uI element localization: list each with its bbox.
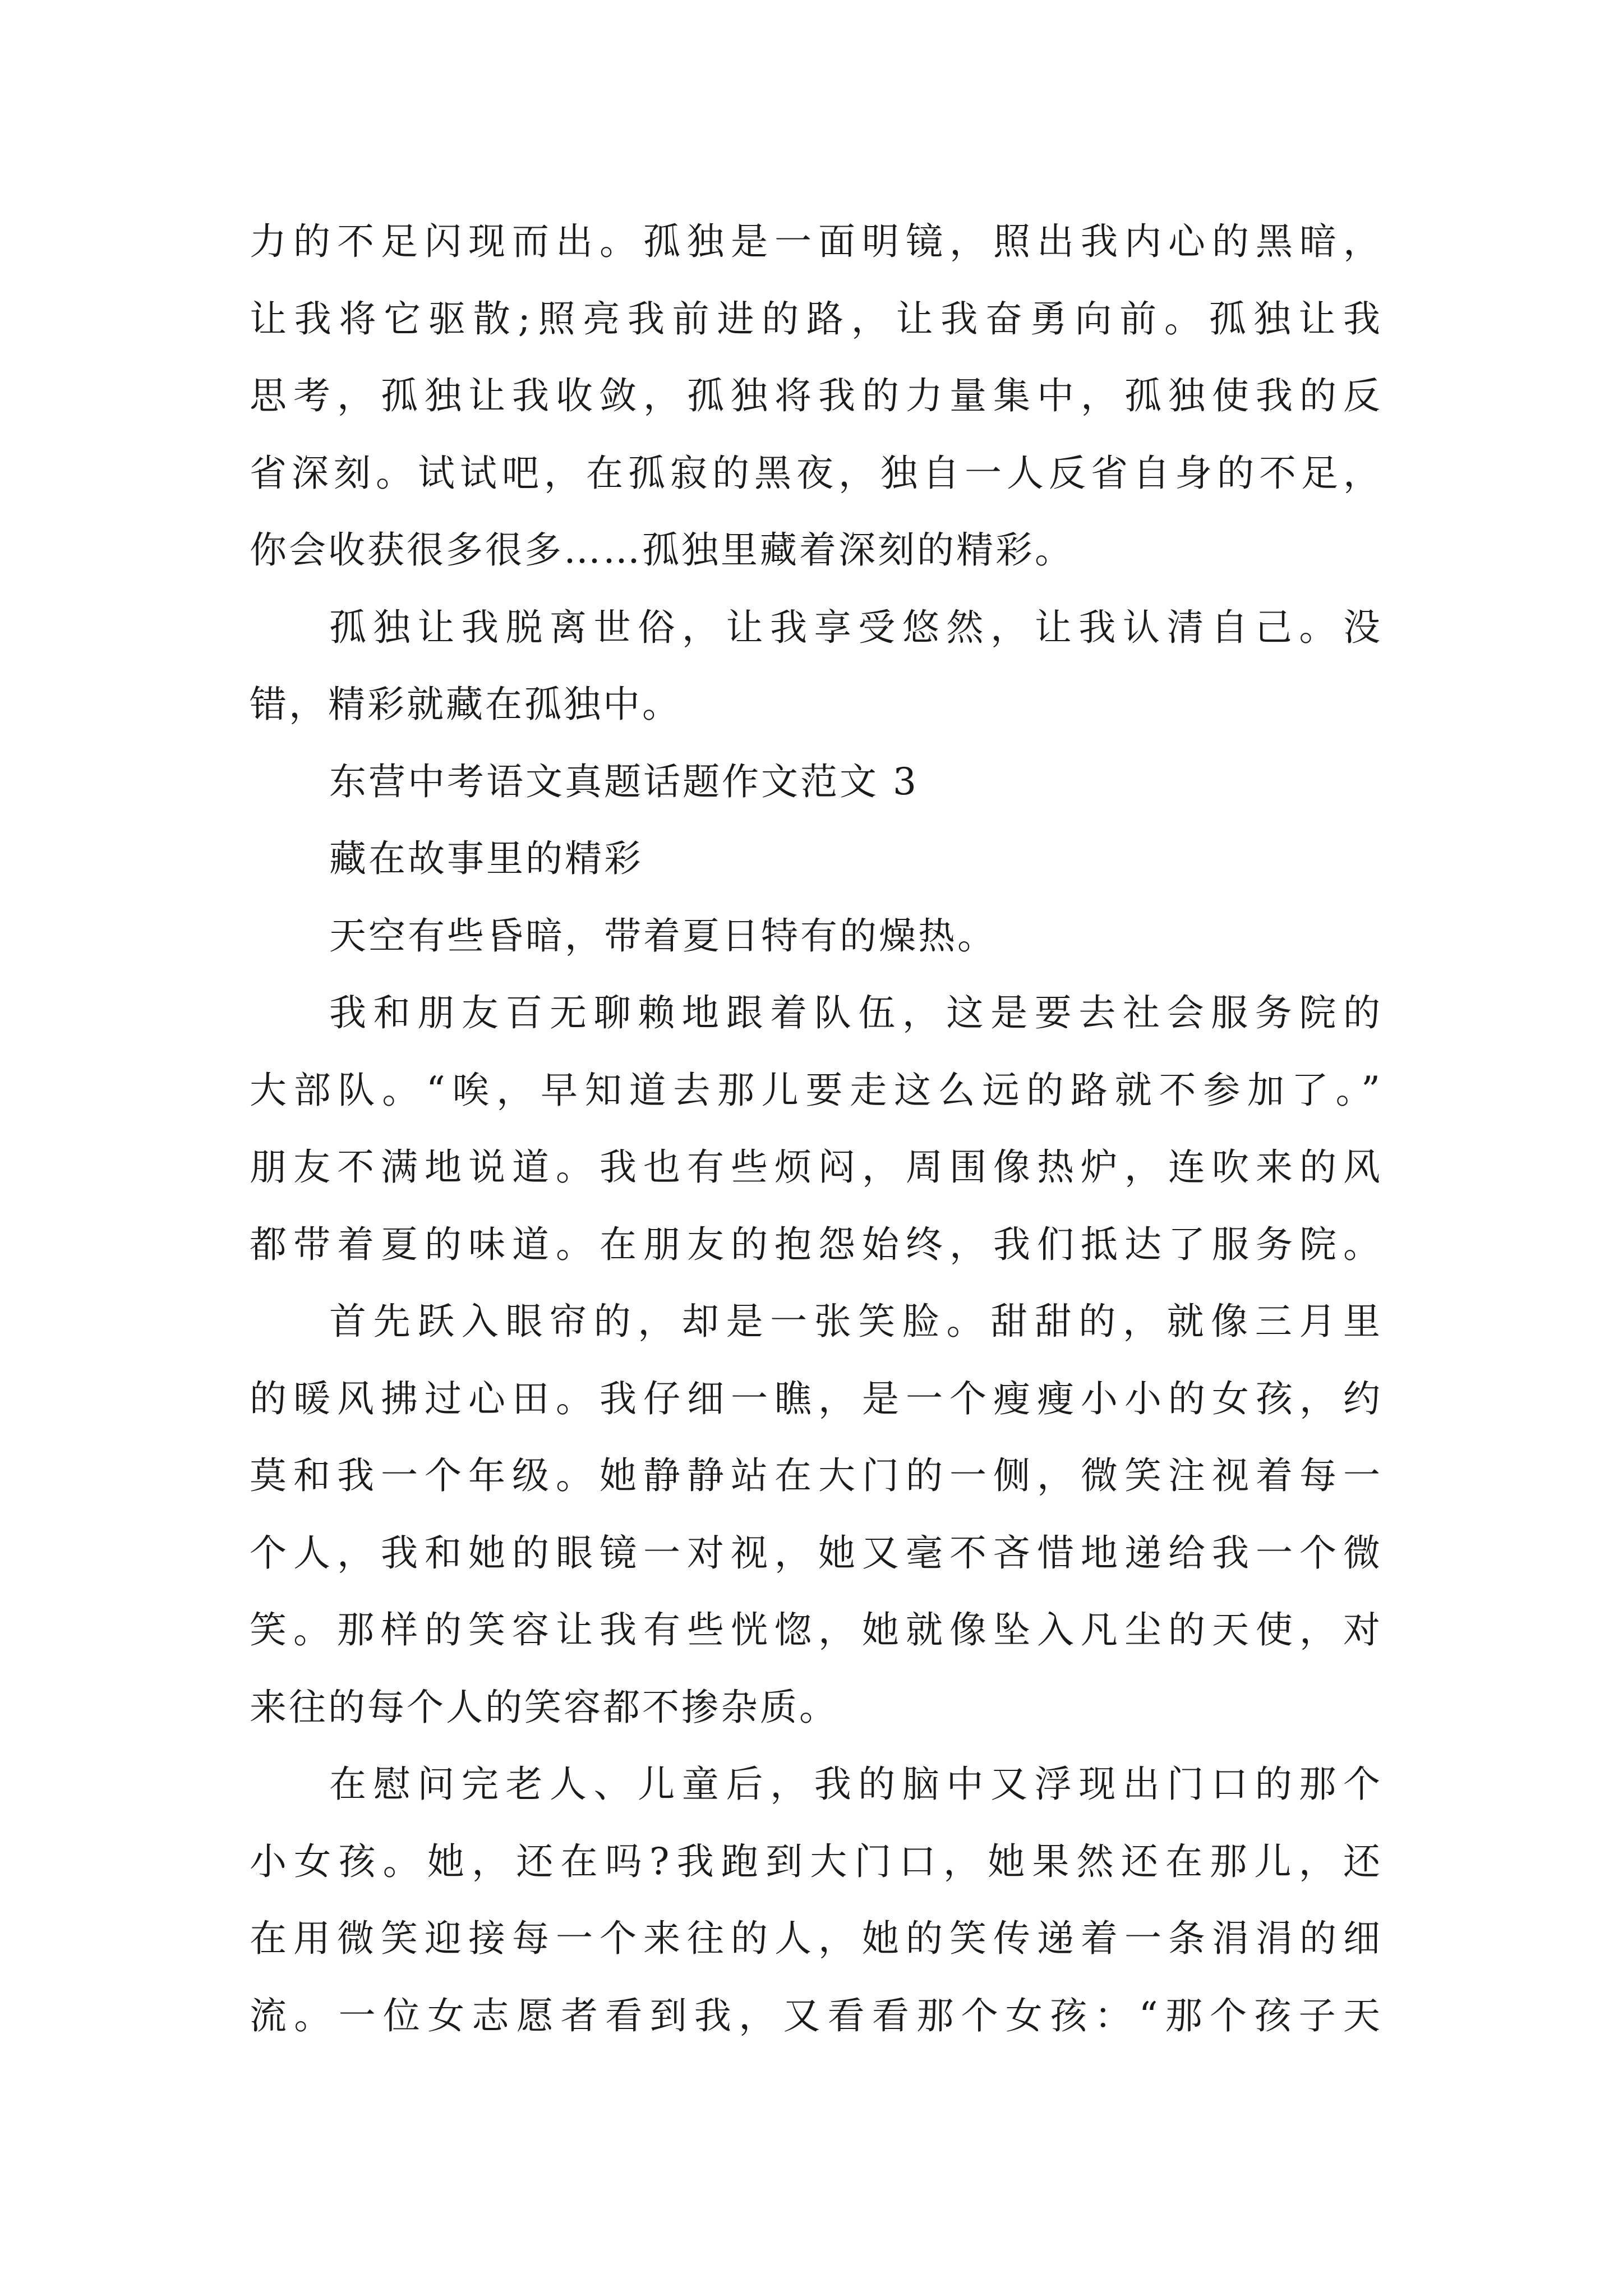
text-line: 天空有些昏暗，带着夏日特有的燥热。 [329, 914, 997, 958]
text-line: 思考，孤独让我收敛，孤独将我的力量集中，孤独使我的反 [250, 374, 1382, 417]
text-line: 流。一位女志愿者看到我，又看看那个女孩：“那个孩子天 [250, 1994, 1382, 2037]
text-line: 我和朋友百无聊赖地跟着队伍，这是要去社会服务院的 [329, 991, 1382, 1034]
text-line: 孤独让我脱离世俗，让我享受悠然，让我认清自己。没 [329, 605, 1382, 649]
text-line: 的暖风拂过心田。我仔细一瞧，是一个瘦瘦小小的女孩，约 [250, 1377, 1382, 1420]
text-line: 藏在故事里的精彩 [329, 837, 643, 880]
text-line: 错，精彩就藏在孤独中。 [250, 683, 681, 726]
text-line: 个人，我和她的眼镜一对视，她又毫不吝惜地递给我一个微 [250, 1531, 1382, 1575]
text-line: 来往的每个人的笑容都不掺杂质。 [250, 1685, 838, 1729]
text-line: 小女孩。她，还在吗?我跑到大门口，她果然还在那儿，还 [250, 1839, 1382, 1883]
text-line: 在用微笑迎接每一个来往的人，她的笑传递着一条涓涓的细 [250, 1917, 1382, 1960]
text-line: 都带着夏的味道。在朋友的抱怨始终，我们抵达了服务院。 [250, 1222, 1382, 1266]
text-line: 大部队。“唉，早知道去那儿要走这么远的路就不参加了。” [250, 1068, 1382, 1112]
text-line: 莫和我一个年级。她静静站在大门的一侧，微笑注视着每一 [250, 1454, 1382, 1497]
text-line: 力的不足闪现而出。孤独是一面明镜，照出我内心的黑暗， [250, 220, 1382, 263]
body-text [250, 203, 1382, 2054]
text-line: 在慰问完老人、儿童后，我的脑中又浮现出门口的那个 [329, 1763, 1382, 1806]
text-line: 省深刻。试试吧，在孤寂的黑夜，独自一人反省自身的不足， [250, 451, 1382, 495]
text-line: 让我将它驱散;照亮我前进的路，让我奋勇向前。孤独让我 [250, 297, 1382, 341]
text-line: 笑。那样的笑容让我有些恍惚，她就像坠入凡尘的天使，对 [250, 1608, 1382, 1651]
text-line: 朋友不满地说道。我也有些烦闷，周围像热炉，连吹来的风 [250, 1145, 1382, 1189]
text-line: 你会收获很多很多……孤独里藏着深刻的精彩。 [250, 528, 1074, 572]
text-line: 东营中考语文真题话题作文范文 3 [329, 760, 919, 803]
text-line: 首先跃入眼帘的，却是一张笑脸。甜甜的，就像三月里 [329, 1300, 1382, 1343]
